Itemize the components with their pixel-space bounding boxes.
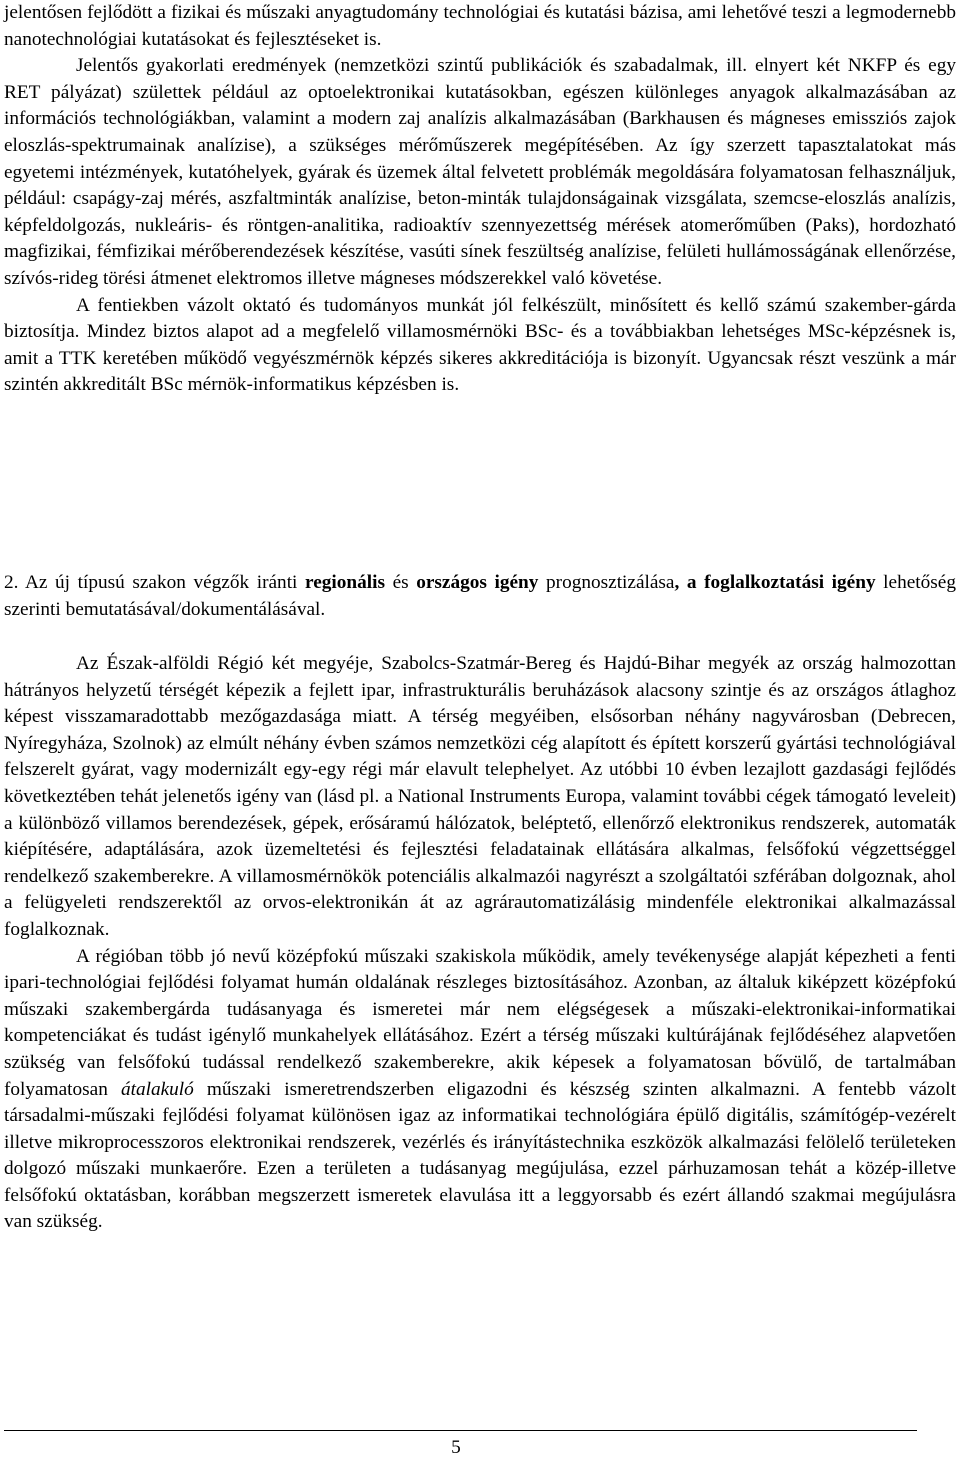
schools-text-b: műszaki ismeretrendszerben eligazodni és készség szinten alkalmazni. A fentebb vázolt társadalmi-műszaki fejlődési folyamat különösen igaz az informatikai technológiára épülő digitális, számítógép-vezérelt illetve mikroprocesszoros elektronikai rendszerek, vezérlés és irányítástechnika eszközök alkalmazási felölelő területeken dolgozó műszaki munkaerőre. Ezen a területen a tudásanyag megújulása, ezzel párhuzamosan tehát a közép-illetve felsőfokú oktatásban, korábban megszerzett ismeretek elavulása itt a leggyorsabb és ezért állandó szakmai megújulásra van szükség.: [4, 1078, 956, 1233]
paragraph-region: Az Észak-alföldi Régió két megyéje, Szabolcs-Szatmár-Bereg és Hajdú-Bihar megyék az ország halmozottan hátrányos helyzetű térségét képezik a fejlett ipar, infrastrukturális beruházások alacsony szintje és az országos átlaghoz képest visszamaradottabb mezőgazdasága miatt. A térség megyéiben, elsősorban néhány nagyvárosban (Debrecen, Nyíregyháza, Szolnok) az elmúlt néhány évben számos nemzetközi cég alapított és épített korszerű gyártási technológiával felszerelt gyárat, vagy modernizált egy-egy régi már elavult telephelyet. Az utóbbi 10 évben lezajlott gazdasági fejlődés következtében tehát jelenetős igény van (lásd pl. a National Instruments Europa, valamint további cégek támogató leveleit) a különböző villamos berendezések, gépek, erősáramú hálózatok, beléptető, ellenőrző elektronikus rendszerek, automaták kiépítésére, adaptálására, azok üzemeltetési és fejlesztési feladatainak ellátására alkalmas, felsőfokú végzettséggel rendelkező szakemberekre. A villamosmérnökök potenciális alkalmazói nagyrészt a szolgáltatói szférában dolgoznak, ahol a felügyeleti rendszerektől az orvos-elektronikán át az agrárautomatizálásig mindenféle elektronikai alkalmazással foglalkoznak.: [4, 653, 956, 940]
page-number: 5: [451, 1437, 461, 1458]
section-heading: [4, 570, 956, 623]
heading-text-5: lehetőség szerinti bemutatásával/dokumentálásával.: [4, 572, 956, 620]
heading-text-2: és: [385, 572, 417, 593]
heading-bold-comma: , a: [674, 572, 705, 593]
section-2-heading: [4, 570, 956, 623]
intro-section: [4, 0, 956, 399]
paragraph-staff: A fentiekben vázolt oktató és tudományos munkát jól felkészült, minősített és kellő számú szakember-gárda biztosítja. Mindez biztos alapot ad a megfelelő villamosmérnöki BSc- és a továbbiakban lehetséges MSc-képzésnek is, amit a TTK keretében működő vegyészmérnök képzés sikeres akkreditációja is bizonyít. Ugyancsak részt veszünk a már szintén akkreditált BSc mérnök-informatikus képzésben is.: [4, 294, 956, 396]
heading-bold-national-demand: országos igény: [416, 572, 539, 593]
schools-text-a: A régióban több jó nevű középfokú műszaki szakiskola működik, amely tevékenysége alapját képezheti a fenti ipari-technológiai fejlődési folyamat humán oldalának részleges biztosításához. Azonban, az általuk kiképzett középfokú műszaki szakembergárda tudásanyaga és ismeretei már nem elégségesek a műszaki-elektronikai-informatikai kompetenciákat és tudást igénylő munkahelyek ellátásához. Ezért a térség műszaki kultúrájának fejlődéséhez alapvetően szükség van felsőfokú tudással rendelkező szakemberekre, akik képesek a folyamatosan bővülő, de tartalmában folyamatosan: [4, 945, 956, 1100]
region-section: [4, 651, 956, 1236]
paragraph-results: Jelentős gyakorlati eredmények (nemzetközi szintű publikációk és szabadalmak, ill. elnyert két NKFP és egy RET pályázat) születtek például az optoelektronikai kutatásokban, egészen különleges anyagok alkalmazásában az információs technológiákban, valamint a modern zaj analízis alkalmazásában (Barkhausen és mágneses emissziós zajok eloszlás-spektrumainak analízise), a szükséges mérőműszerek megépítésében. Az így szerzett tapasztalatokat más egyetemi intézmények, kutatóhelyek, gyárak és üzemek által felvetett problémák megoldására folyamatosan felhasználjuk, például: csapágy-zaj mérés, aszfaltminták analízise, beton-minták tulajdonságainak vizsgálata, szemcse-eloszlás analízis, képfeldolgozás, nukleáris- és röntgen-analitika, radioaktív szennyezettség mérések atomerőműben (Paks), hordozható magfizikai, fémfizikai mérőberendezések készítése, vasúti sínek feszültség analízise, felületi hullámosságának ellenőrzése, szívós-rideg törési átmenet elektromos illetve mágneses módszerekkel való követése.: [4, 55, 956, 289]
footer-divider: [4, 1430, 917, 1431]
heading-bold-employment-demand: foglalkoztatási igény: [704, 572, 876, 593]
paragraph-continuation: jelentősen fejlődött a fizikai és műszaki anyagtudomány technológiai és kutatási bázisa, ami lehetővé teszi a legmodernebb nanotechnológiai kutatásokat és fejlesztéseket is.: [4, 2, 956, 50]
heading-text-3: prognosztizálása: [538, 572, 675, 593]
heading-bold-regional: regionális: [305, 572, 385, 593]
heading-text-1: 2. Az új típusú szakon végzők iránti: [4, 572, 305, 593]
paragraph-schools: [4, 944, 956, 1237]
schools-italic-word: átalakuló: [120, 1078, 194, 1100]
